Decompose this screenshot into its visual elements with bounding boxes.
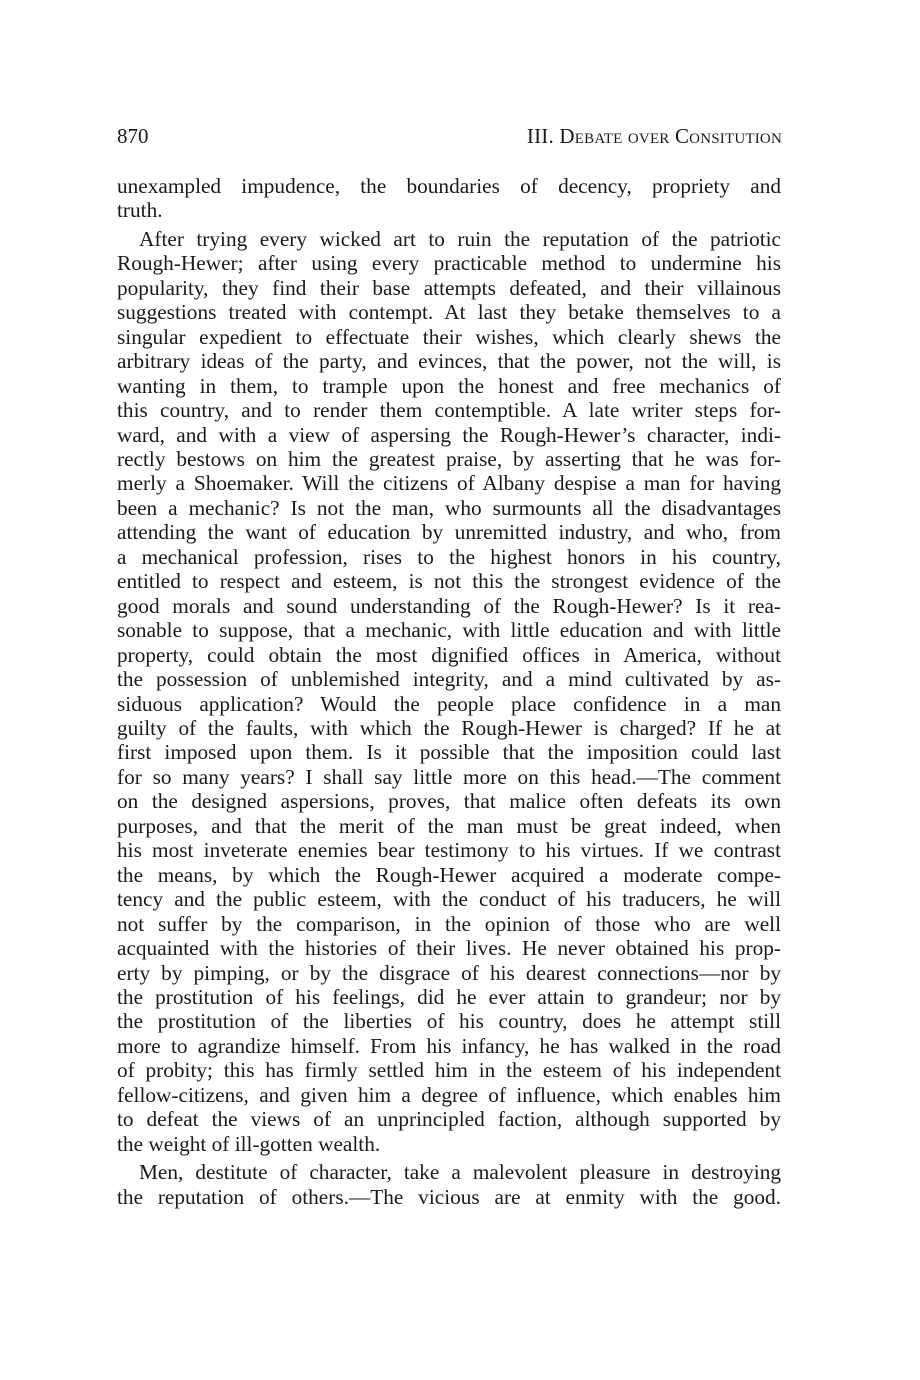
running-header: [117, 124, 782, 149]
text-line: unexampled impudence, the boundaries of decency, propriety and: [117, 174, 781, 198]
text-line: more to agrandize himself. From his infancy, he has walked in the road: [117, 1033, 781, 1058]
text-line: the prostitution of his feelings, did he ever attain to grandeur; nor by: [117, 984, 781, 1009]
text-line: Rough-Hewer; after using every practicable method to undermine his: [117, 251, 781, 276]
text-line: entitled to respect and esteem, is not this the strongest evidence of the: [117, 569, 781, 594]
text-line: After trying every wicked art to ruin the reputation of the patriotic: [139, 226, 781, 251]
text-line: his most inveterate enemies bear testimony to his virtues. If we contrast: [117, 838, 781, 863]
text-line: wanting in them, to trample upon the honest and free mechanics of: [117, 373, 781, 398]
text-line: tency and the public esteem, with the conduct of his traducers, he will: [117, 887, 781, 912]
text-line: the means, by which the Rough-Hewer acquired a moderate compe-: [117, 862, 781, 887]
text-line: for so many years? I shall say little more on this head.—The comment: [117, 764, 781, 789]
text-line: first imposed upon them. Is it possible that the imposition could last: [117, 740, 781, 765]
text-line: suggestions treated with contempt. At last they betake themselves to a: [117, 300, 781, 325]
text-line: truth.: [117, 198, 163, 223]
text-line: siduous application? Would the people place confidence in a man: [117, 691, 781, 716]
text-line: property, could obtain the most dignified offices in America, without: [117, 642, 781, 667]
text-line: ward, and with a view of aspersing the Rough-Hewer’s character, indi-: [117, 422, 781, 447]
text-line: merly a Shoemaker. Will the citizens of Albany despise a man for having: [117, 471, 781, 496]
text-line: the weight of ill-gotten wealth.: [117, 1131, 381, 1156]
paragraph: [117, 1160, 781, 1209]
text-line: this country, and to render them contemptible. A late writer steps for-: [117, 398, 781, 423]
paragraph: [117, 174, 781, 223]
text-line: acquainted with the histories of their lives. He never obtained his prop-: [117, 936, 781, 961]
text-line: sonable to suppose, that a mechanic, with little education and with little: [117, 618, 781, 643]
text-line: arbitrary ideas of the party, and evinces, that the power, not the will, is: [117, 349, 781, 374]
running-title: III. Debate over Consitution: [526, 124, 782, 148]
text-line: of probity; this has firmly settled him in the esteem of his independent: [117, 1058, 781, 1083]
text-line: rectly bestows on him the greatest praise, by asserting that he was for-: [117, 446, 781, 471]
text-line: to defeat the views of an unprincipled faction, although supported by: [117, 1107, 781, 1132]
text-line: Men, destitute of character, take a malevolent pleasure in destroying: [139, 1160, 781, 1185]
paragraph: [117, 227, 781, 1156]
text-line: the prostitution of the liberties of his country, does he attempt still: [117, 1009, 781, 1034]
text-line: not suffer by the comparison, in the opinion of those who are well: [117, 911, 781, 936]
text-line: a mechanical profession, rises to the highest honors in his country,: [117, 544, 781, 569]
page-number: 870: [117, 124, 149, 148]
text-line: popularity, they find their base attempts defeated, and their villainous: [117, 275, 781, 300]
text-line: the reputation of others.—The vicious are at enmity with the good.: [117, 1184, 781, 1209]
text-line: guilty of the faults, with which the Rough-Hewer is charged? If he at: [117, 715, 781, 740]
text-line: the possession of unblemished integrity, and a mind cultivated by as-: [117, 667, 781, 692]
text-line: good morals and sound understanding of the Rough-Hewer? Is it rea-: [117, 593, 781, 618]
body-text: [117, 174, 781, 1209]
text-line: attending the want of education by unremitted industry, and who, from: [117, 520, 781, 545]
text-line: singular expedient to effectuate their wishes, which clearly shews the: [117, 324, 781, 349]
text-line: fellow-citizens, and given him a degree of influence, which enables him: [117, 1082, 781, 1107]
text-line: on the designed aspersions, proves, that malice often defeats its own: [117, 789, 781, 814]
text-line: purposes, and that the merit of the man must be great indeed, when: [117, 813, 781, 838]
text-line: been a mechanic? Is not the man, who surmounts all the disadvantages: [117, 495, 781, 520]
text-line: erty by pimping, or by the disgrace of his dearest connections—nor by: [117, 960, 781, 985]
